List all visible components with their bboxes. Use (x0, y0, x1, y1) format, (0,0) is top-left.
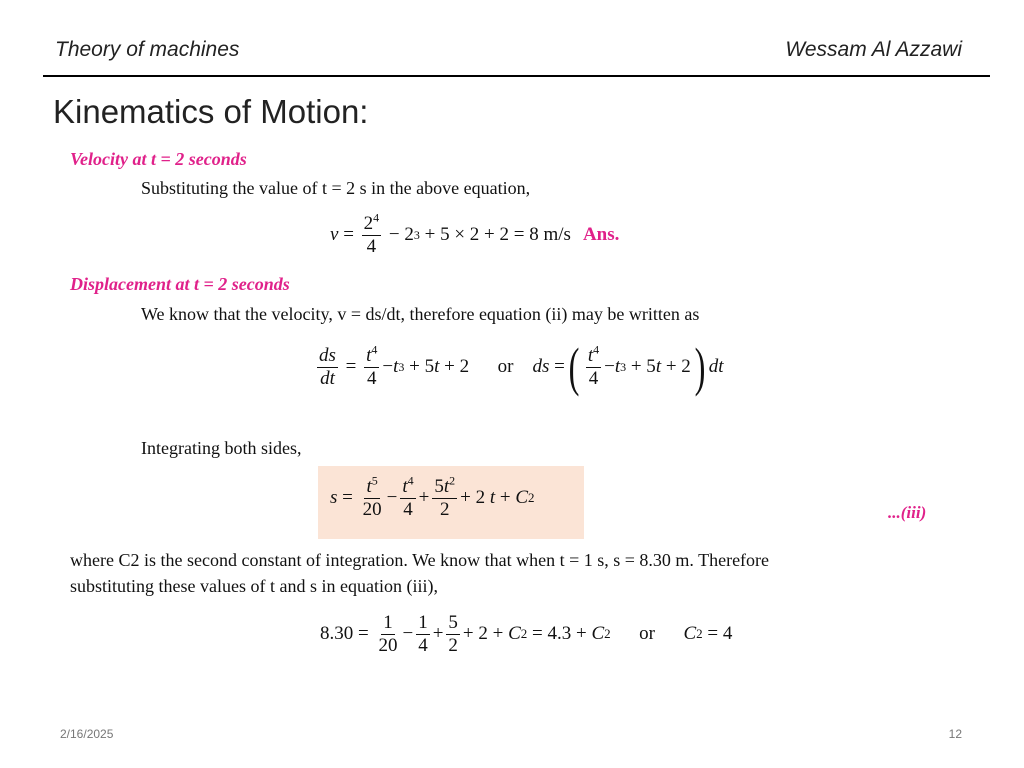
constant-equation: 8.30 = $\frac{1}{20}$ − $\frac{1}{4}$ + $\frac{5}{2}$ + 2 + C 2 = 4.3 + C 2 or C 2 = 4 (320, 612, 733, 656)
velocity-heading: Velocity at t = 2 seconds (70, 149, 247, 169)
header-author: Wessam Al Azzawi (785, 38, 962, 61)
page-title: Kinematics of Motion: (53, 93, 369, 130)
equation-tag-iii (888, 503, 926, 523)
displacement-text: We know that the velocity, v = ds/dt, therefore equation (ii) may be written as (141, 304, 700, 324)
page-number: 12 (948, 727, 962, 741)
velocity-text: Substituting the value of t = 2 s in the above equation, (141, 178, 531, 198)
footer-date: 2/16/2025 (60, 727, 114, 741)
velocity-equation: v = $\frac{2^4}{4}$ − 2 3 + 5 × 2 + 2 = 8 m/s Ans. (330, 210, 620, 257)
answer-label: Ans. (582, 224, 620, 246)
displacement-heading: Displacement at t = 2 seconds (70, 274, 290, 294)
header-course-title: Theory of machines (55, 38, 240, 61)
para-line-1: where C2 is the second constant of integration. We know that when t = 1 s, s = 8.30 m. Therefore (70, 550, 770, 570)
equation-tag: ...(iii) (888, 503, 927, 522)
differential-equation: $\frac{ds}{dt}$ = $\frac{t^4}{4}$ − t 3 + 5 t + 2 or ds = ( $\frac{t^4}{4}$ − t 3 + 5 t + 2 ) dt (319, 337, 724, 397)
header-divider (43, 75, 990, 77)
integrated-equation: s = $\frac{t^5}{20}$ − $\frac{t^4}{4}$ + $\frac{5t^2}{2}$ + 2 t + C 2 (330, 473, 535, 520)
integrating-text: Integrating both sides, (141, 438, 302, 458)
para-line-2: substituting these values of t and s in equation (iii), (70, 576, 438, 596)
